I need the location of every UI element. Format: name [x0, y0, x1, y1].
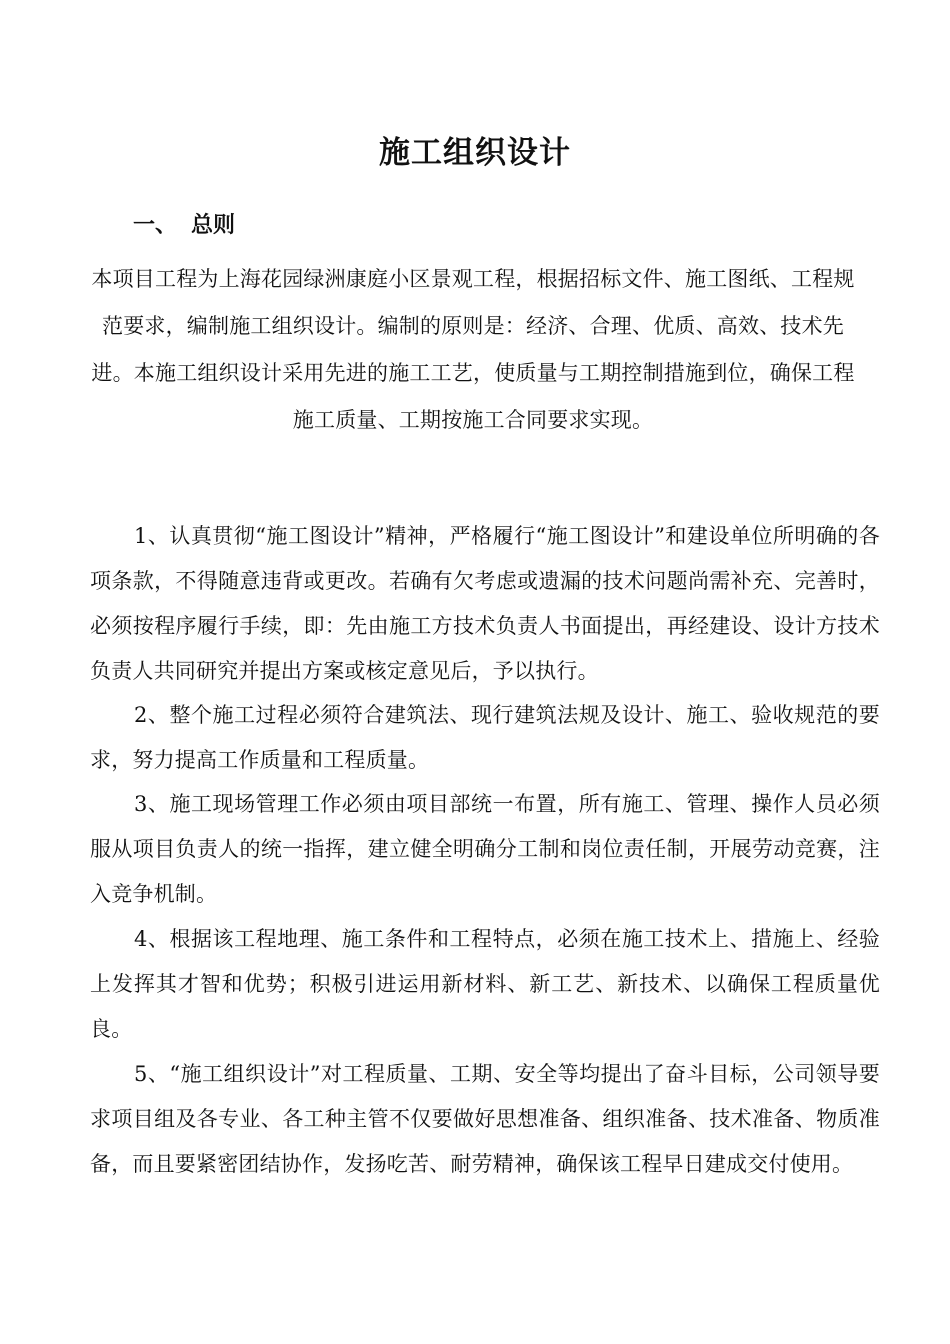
document-title: 施工组织设计 [379, 135, 571, 171]
principle-item-4: 4、根据该工程地理、施工条件和工程特点，必须在施工技术上、措施上、经验上发挥其才智和优势；积极引进运用新材料、新工艺、新技术、以确保工程质量优良。 [90, 927, 880, 1041]
principle-item-1: 1、认真贯彻“施工图设计”精神，严格履行“施工图设计”和建设单位所明确的各项条款，不得随意违背或更改。若确有欠考虑或遗漏的技术问题尚需补充、完善时，必须按程序履行手续，即：先由施工方技术负责人书面提出，再经建设、设计方技术负责人共同研究并提出方案或核定意见后，予以执行。 [90, 524, 880, 683]
intro-paragraph: 本项目工程为上海花园绿洲康庭小区景观工程，根据招标文件、施工图纸、工程规范要求，编制施工组织设计。编制的原则是：经济、合理、优质、高效、技术先进。本施工组织设计采用先进的施工工艺，使质量与工期控制措施到位，确保工程施工质量、工期按施工合同要求实现。 [91, 267, 855, 432]
section-title: 总则 [191, 213, 236, 238]
section-heading [133, 209, 235, 243]
principle-item-3: 3、施工现场管理工作必须由项目部统一布置，所有施工、管理、操作人员必须服从项目负责人的统一指挥，建立健全明确分工制和岗位责任制，开展劳动竞赛，注入竞争机制。 [90, 792, 880, 906]
section-number: 一、 [133, 213, 178, 238]
principle-item-2: 2、整个施工过程必须符合建筑法、现行建筑法规及设计、施工、验收规范的要求，努力提高工作质量和工程质量。 [90, 703, 880, 772]
principle-item-5: 5、“施工组织设计”对工程质量、工期、安全等均提出了奋斗目标，公司领导要求项目组及各专业、各工种主管不仅要做好思想准备、组织准备、技术准备、物质准备，而且要紧密团结协作，发扬吃苦、耐劳精神，确保该工程早日建成交付使用。 [90, 1062, 880, 1176]
